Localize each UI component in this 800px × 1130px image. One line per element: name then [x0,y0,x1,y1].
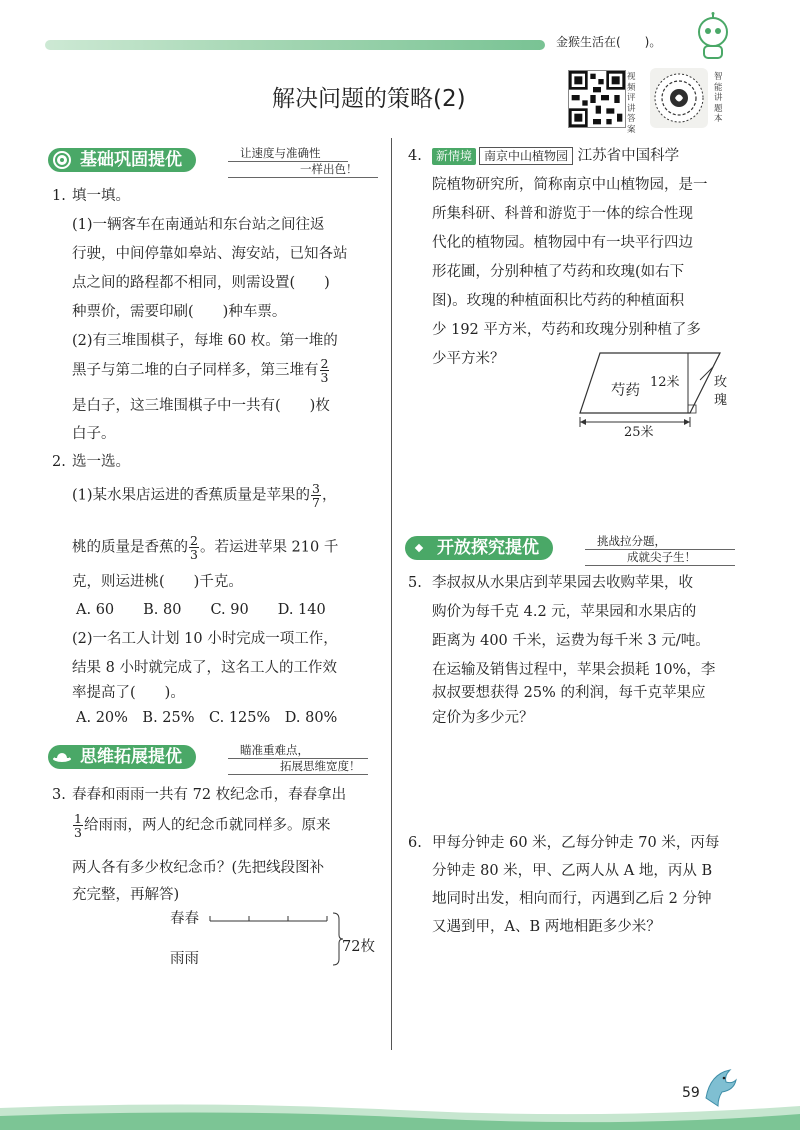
page-number: 59 [682,1085,700,1101]
fraction-numerator: 3 [312,481,320,496]
q1-p2-line1: (2)有三堆围棋子，每堆 60 枚。第一堆的 [72,333,338,349]
header-motto: 金猴生活在( )。 [556,35,662,49]
q4-line8: 少平方米？ [432,351,505,367]
q3-diagram-yu: 雨雨 [170,951,199,967]
qr-video-label: 视频评讲答案 [627,72,636,135]
section-thinking-header [48,742,378,772]
q2-p1-line1 [72,482,337,509]
q1-p2-line3: 是白子，这三堆围棋子中一共有( )枚 [72,398,330,414]
fraction [311,482,321,509]
fraction-denominator: 3 [74,825,82,840]
q4-fig-shaoyao: 芍药 [611,383,640,399]
slogan-underline [585,549,735,550]
fraction-denominator: 7 [312,495,320,510]
q3-diagram-total: 72枚 [342,939,375,955]
q2-p1-line2-b: 。若运进苹果 210 千 [199,539,339,556]
q4-fig-height: 12米 [650,375,680,390]
q1-p1-line2: 行驶，中间停靠如皋站、海安站，已知各站 [72,246,348,262]
satellite-icon [407,536,431,560]
q4-number: 4. [408,148,422,164]
q5-line6: 定价为多少元？ [432,710,534,726]
q2-p2-line1: (2)一名工人计划 10 小时完成一项工作， [72,631,338,647]
q3-line1: 春春和雨雨一共有 72 枚纪念币，春春拿出 [72,787,347,803]
q6-line4: 又遇到甲，A、B 两地相距多少米？ [432,919,661,935]
section-thinking-slogan-1: 瞄准重难点， [240,743,309,757]
slogan-underline [228,177,378,178]
footer-wave-band [0,1100,800,1130]
qr-code-video-icon[interactable] [568,70,626,128]
q1-p2-line2 [72,357,330,384]
q5-line5: 叔叔要想获得 25% 的利润，每千克苹果应 [432,685,706,701]
q1-p1-line4: 种票价，需要印刷( )种车票。 [72,304,287,320]
fraction-denominator: 3 [190,547,198,562]
q2-p1-line1-text: (1)某水果店运进的香蕉质量是苹果的 [72,487,311,504]
q2-p1-line3: 克，则运进桃( )千克。 [72,574,243,590]
q3-line-segment-diagram [205,905,345,975]
q3-line4: 充完整，再解答) [72,887,180,903]
q5-line4: 在运输及销售过程中，苹果会损耗 10%，李 [432,662,716,678]
robot-mascot-icon [690,12,736,62]
header-band [45,40,545,50]
q4-new-context-tag: 新情境 [432,148,476,165]
fraction-numerator: 2 [190,533,198,548]
q4-line3: 所集科研、科普和游览于一体的综合性现 [432,206,693,222]
section-basic-slogan-1: 让速度与准确性 [240,146,321,160]
q2-p2-line3: 率提高了( )。 [72,685,185,701]
q2-p1-line2-a: 桃的质量是香蕉的 [72,539,188,556]
fraction [189,534,199,561]
q6-line1: 甲每分钟走 60 米，乙每分钟走 70 米，丙每 [432,835,720,851]
q4-line7: 少 192 平方米，芍药和玫瑰分别种植了多 [432,322,701,338]
q1-p1-line1: (1)一辆客车在南通站和东台站之间往返 [72,217,325,233]
q2-title: 选一选。 [72,454,130,470]
section-open-slogan-2: 成就尖子生！ [627,550,696,564]
q4-line5: 形花圃，分别种植了芍药和玫瑰(如右下 [432,264,685,280]
slogan-underline [228,161,348,162]
fraction-numerator: 1 [74,811,82,826]
q6-number: 6. [408,835,422,851]
q3-diagram-chun: 春春 [170,911,199,927]
q5-line3: 距离为 400 千米，运费为每千米 3 元/吨。 [432,633,710,649]
q3-number: 3. [52,787,66,803]
slogan-underline [228,758,368,759]
fraction-denominator: 3 [320,370,329,385]
qr-code-ai-icon[interactable] [650,68,708,128]
page-title: 解决问题的策略(2) [272,86,466,112]
q4-line6: 图)。玫瑰的种植面积比芍药的种植面积 [432,293,685,309]
q2-p1-options: A. 60 B. 80 C. 90 D. 140 [76,602,326,618]
q4-line1-text: 江苏省中国科学 [577,148,680,164]
column-divider [391,138,392,1050]
q2-p2-options: A. 20% B. 25% C. 125% D. 80% [76,710,338,726]
q1-number: 1. [52,188,66,204]
target-icon [50,148,74,172]
q1-p2-line2-text: 黑子与第二堆的白子同样多，第三堆有 [72,362,319,379]
section-basic-header [48,145,378,175]
q5-line1: 李叔叔从水果店到苹果园去收购苹果，收 [432,575,693,591]
q4-line1 [432,143,679,169]
fraction-numerator: 2 [320,356,329,371]
q4-line4: 代化的植物园。植物园中有一块平行四边 [432,235,693,251]
q6-line2: 分钟走 80 米，甲、乙两人从 A 地，丙从 B [432,863,713,879]
fraction [320,357,330,384]
q4-location-tag: 南京中山植物园 [479,147,573,165]
q2-p2-line2: 结果 8 小时就完成了，这名工人的工作效 [72,660,337,676]
q2-p1-line2 [72,534,338,561]
fraction [73,812,83,839]
q1-p1-line3: 点之间的路程都不相同，则需设置( ) [72,275,330,291]
q2-p1-line1-end: ， [322,487,337,504]
q3-line2 [72,812,330,839]
section-open-title: 开放探究提优 [405,536,553,560]
q4-fig-mei: 玫 [714,375,728,390]
q4-fig-base: 25米 [624,425,654,440]
q1-p2-line4: 白子。 [72,426,116,442]
section-basic-title: 基础巩固提优 [48,148,196,172]
q3-line2-text: 给雨雨，两人的纪念币就同样多。原来 [83,817,331,834]
q4-line2: 院植物研究所，简称南京中山植物园，是一 [432,177,708,193]
ufo-icon [50,745,74,769]
q5-line2: 购价为每千克 4.2 元，苹果园和水果店的 [432,604,697,620]
q1-title: 填一填。 [72,188,130,204]
section-thinking-slogan-2: 拓展思维宽度！ [280,759,361,773]
q4-fig-gui: 瑰 [714,393,728,408]
section-basic-slogan-2: 一样出色！ [300,162,358,176]
slogan-underline [228,774,368,775]
q2-number: 2. [52,454,66,470]
q6-line3: 地同时出发，相向而行，丙遇到乙后 2 分钟 [432,891,712,907]
section-open-header [405,533,735,563]
qr-ai-label: 智能讲题本 [714,72,723,124]
section-thinking-title: 思维拓展提优 [48,745,196,769]
q5-number: 5. [408,575,422,591]
slogan-underline [585,565,735,566]
q3-line3: 两人各有多少枚纪念币？(先把线段图补 [72,860,325,876]
section-open-slogan-1: 挑战拉分题， [597,534,666,548]
